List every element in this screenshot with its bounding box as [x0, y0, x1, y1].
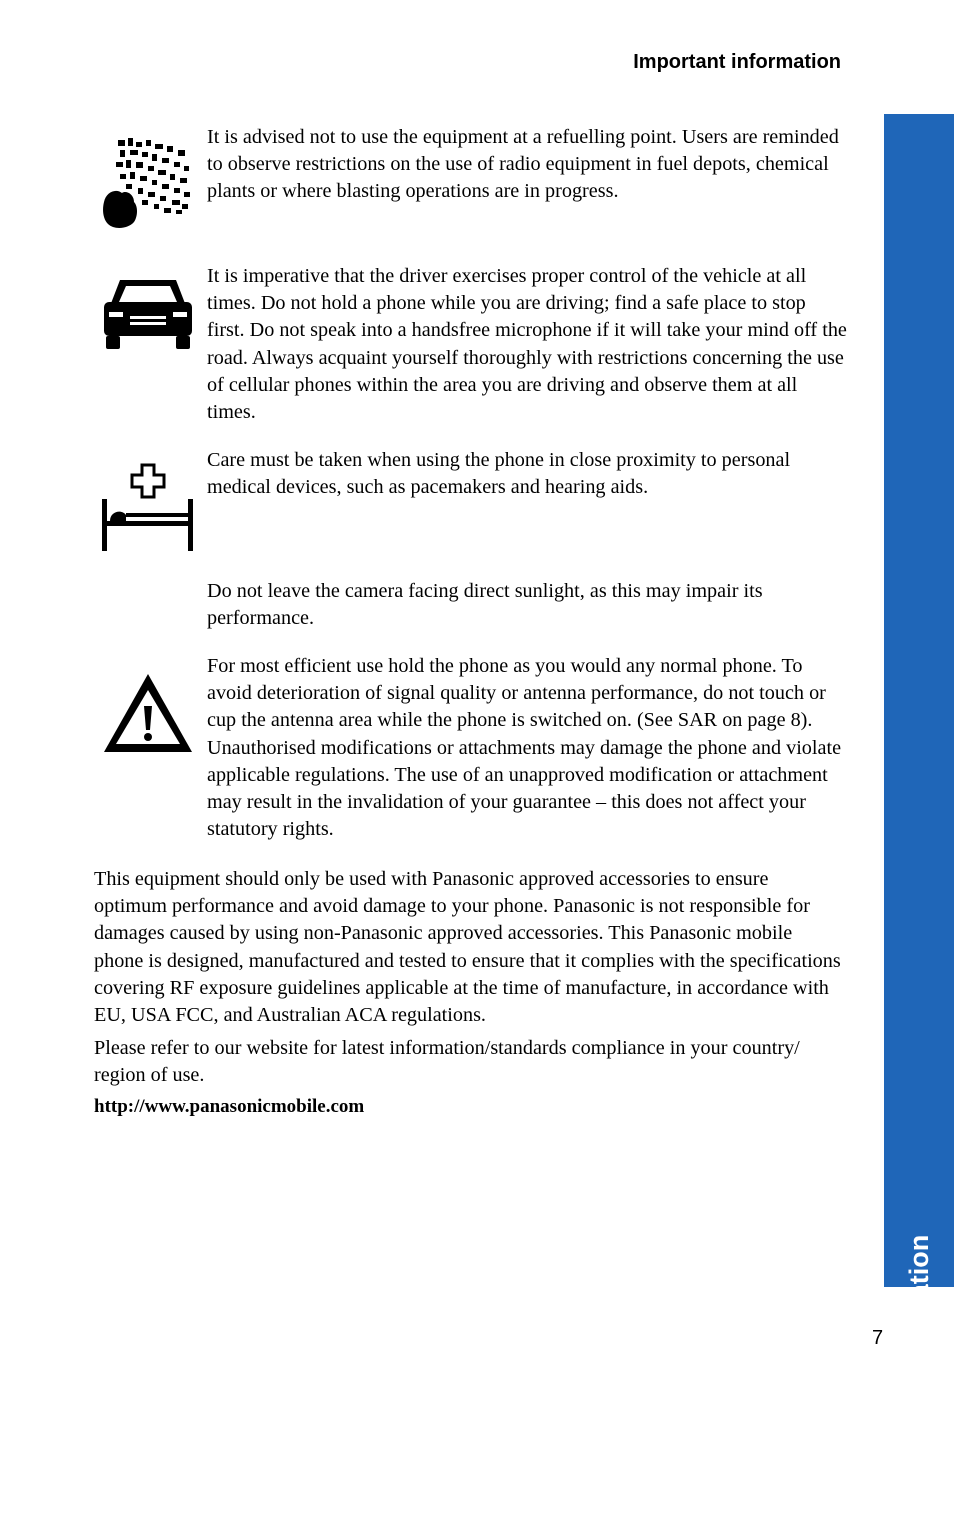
car-icon	[102, 276, 194, 350]
usage-warning-text: For most efficient use hold the phone as you would any normal phone. To avoid deterioration of signal quality or antenna performance, do not touch or cup the antenna area while the phone is switched on. (See SAR on page 8). Unauthorised modifications or attachments may damage the phone and violate applicable regulations. The use of an unapproved modification or attachment may result in the invalidation of your guarantee – this does not affect your statutory rights.	[207, 655, 842, 841]
website-paragraph: Please refer to our website for latest information/standards compliance in your country/ region of use.	[94, 1037, 800, 1087]
warning-triangle-icon	[102, 672, 194, 754]
camera-sunlight-text: Do not leave the camera facing direct sunlight, as this may impair its performance.	[207, 580, 763, 630]
running-header: Important information	[633, 51, 841, 73]
website-link[interactable]: http://www.panasonicmobile.com	[94, 1096, 365, 1117]
medical-devices-text: Care must be taken when using the phone in close proximity to personal medical devices, such as pacemakers and hearing aids.	[207, 449, 791, 499]
refuelling-warning-text: It is advised not to use the equipment at a refuelling point. Users are reminded to observe restrictions on the use of radio equipment in fuel depots, chemical plants or where blasting operations are in progress.	[207, 126, 839, 203]
page-number: 7	[872, 1327, 884, 1349]
driving-warning-text: It is imperative that the driver exercises proper control of the vehicle at all times. Do not hold a phone while you are driving; find a safe place to stop first. Do not speak into a handsfree microphone if it will take your mind off the road. Always acquaint yourself thoroughly with restrictions concerning the use of cellular phones within the area you are driving and observe them at all times.	[207, 265, 847, 424]
side-tab-label: Important information	[903, 1234, 934, 1515]
accessories-paragraph: This equipment should only be used with Panasonic approved accessories to ensure optimum performance and avoid damage to your phone. Panasonic is not responsible for damages caused by using non-Panasonic approved accessories. This Panasonic mobile phone is designed, manufactured and tested to ensure that it complies with the specifications covering RF exposure guidelines applicable at the time of manufacture, in accordance with EU, USA FCC, and Australian ACA regulations.	[94, 868, 841, 1027]
section-side-tab	[884, 114, 954, 1515]
explosion-icon	[102, 136, 194, 230]
hospital-bed-icon	[102, 461, 194, 553]
